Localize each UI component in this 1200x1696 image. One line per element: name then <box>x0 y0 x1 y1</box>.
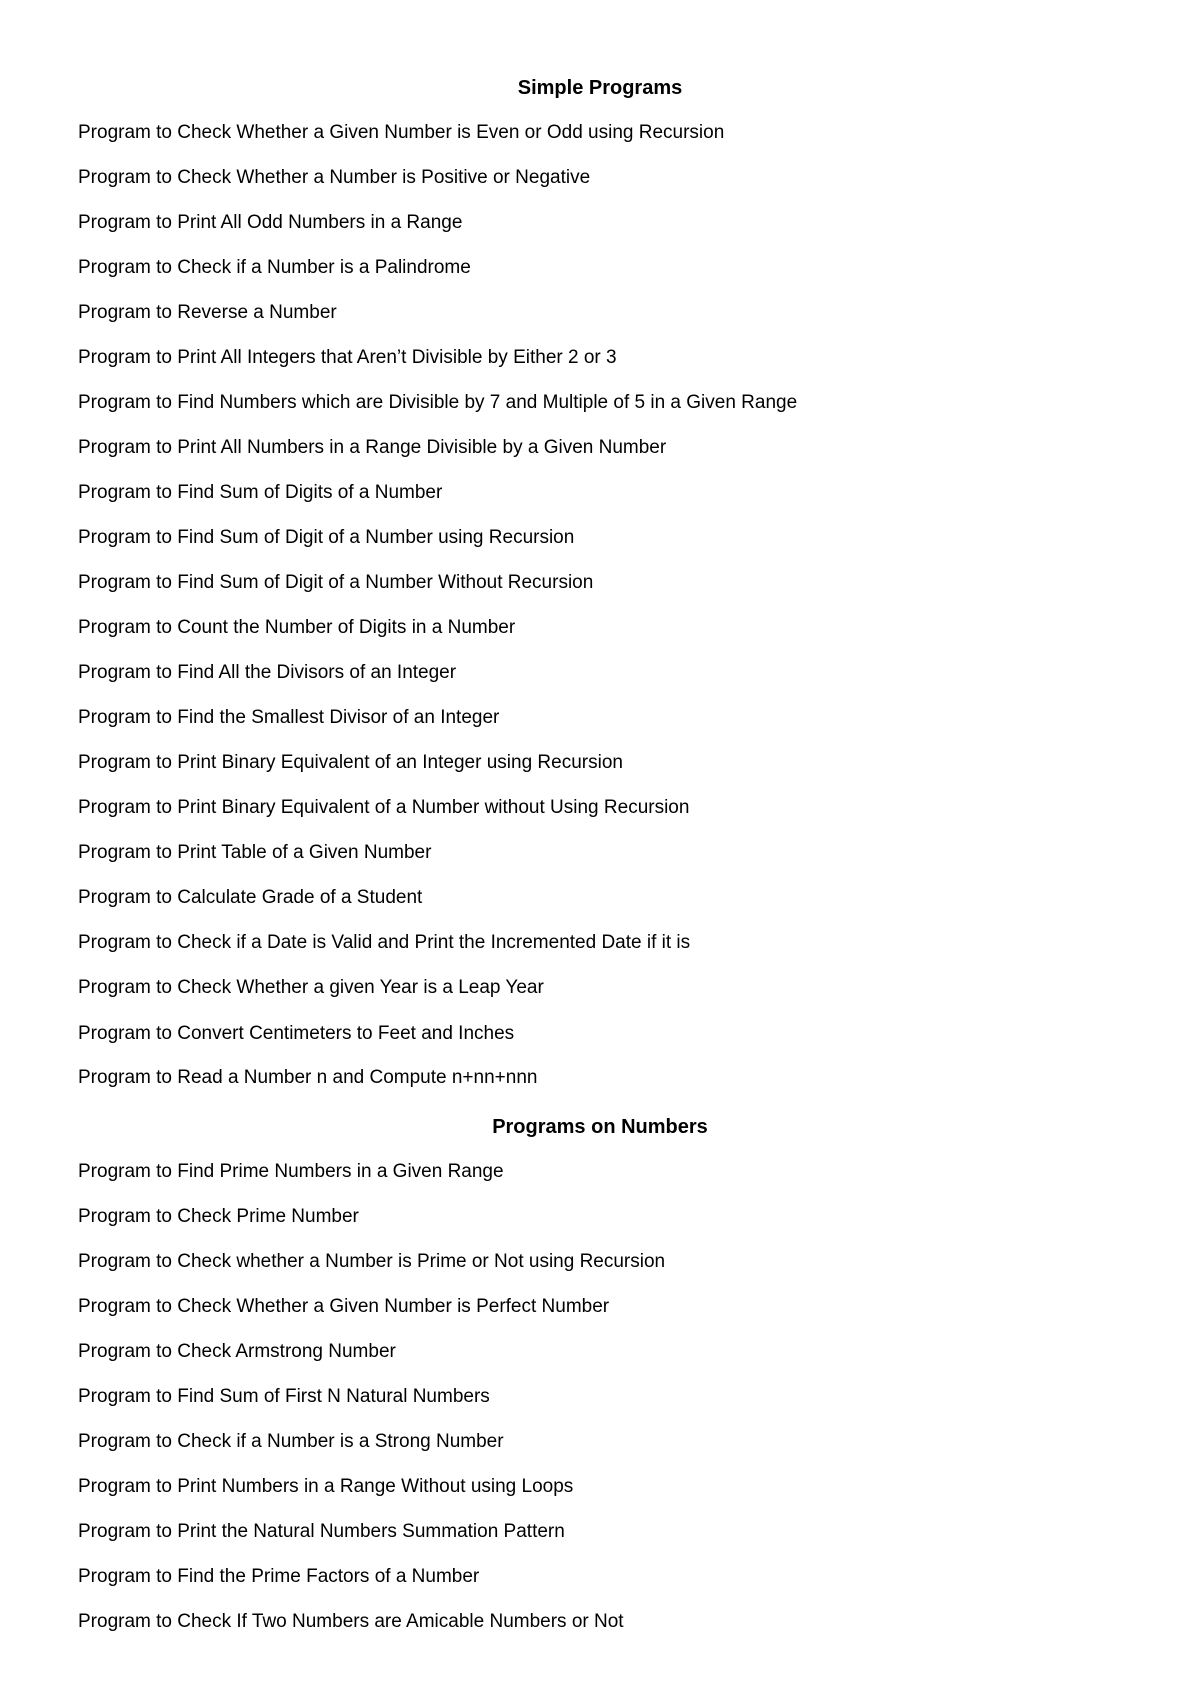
list-item: Program to Print Numbers in a Range Without using Loops <box>78 1476 574 1497</box>
list-item: Program to Print the Natural Numbers Summation Pattern <box>78 1521 565 1542</box>
list-item: Program to Check Whether a Given Number is Even or Odd using Recursion <box>78 122 725 143</box>
list-item: Program to Print All Numbers in a Range Divisible by a Given Number <box>78 437 667 458</box>
list-item: Program to Find the Prime Factors of a Number <box>78 1566 480 1587</box>
list-item: Program to Check Whether a Number is Positive or Negative <box>78 167 591 188</box>
list-item: Program to Check if a Number is a Strong Number <box>78 1431 504 1452</box>
list-item: Program to Find All the Divisors of an Integer <box>78 662 457 683</box>
list-item: Program to Print Binary Equivalent of a Number without Using Recursion <box>78 797 690 818</box>
section-heading-programs-on-numbers: Programs on Numbers <box>492 1116 708 1138</box>
list-item: Program to Count the Number of Digits in a Number <box>78 617 516 638</box>
list-item: Program to Reverse a Number <box>78 302 337 323</box>
list-item: Program to Check Whether a given Year is a Leap Year <box>78 977 544 998</box>
list-item: Program to Convert Centimeters to Feet and Inches <box>78 1023 515 1044</box>
list-item: Program to Print Binary Equivalent of an Integer using Recursion <box>78 752 623 773</box>
list-item: Program to Check if a Date is Valid and Print the Incremented Date if it is <box>78 932 691 953</box>
list-item: Program to Print Table of a Given Number <box>78 842 432 863</box>
list-item: Program to Find Sum of Digit of a Number using Recursion <box>78 527 575 548</box>
list-item: Program to Check Prime Number <box>78 1206 359 1227</box>
list-item: Program to Print All Integers that Aren’t Divisible by Either 2 or 3 <box>78 347 617 368</box>
section-heading-simple-programs: Simple Programs <box>517 77 683 99</box>
list-item: Program to Find Sum of First N Natural Numbers <box>78 1386 490 1407</box>
list-item: Program to Check if a Number is a Palindrome <box>78 257 471 278</box>
list-item: Program to Check Whether a Given Number is Perfect Number <box>78 1296 610 1317</box>
list-item: Program to Calculate Grade of a Student <box>78 887 423 908</box>
list-item: Program to Find Sum of Digits of a Number <box>78 482 443 503</box>
list-item: Program to Check whether a Number is Prime or Not using Recursion <box>78 1251 666 1272</box>
list-item: Program to Check If Two Numbers are Amicable Numbers or Not <box>78 1611 624 1632</box>
list-item: Program to Find Sum of Digit of a Number Without Recursion <box>78 572 594 593</box>
list-item: Program to Find the Smallest Divisor of an Integer <box>78 707 500 728</box>
list-item: Program to Read a Number n and Compute n+nn+nnn <box>78 1067 538 1088</box>
list-item: Program to Find Numbers which are Divisible by 7 and Multiple of 5 in a Given Range <box>78 392 798 413</box>
list-item: Program to Find Prime Numbers in a Given Range <box>78 1161 504 1182</box>
list-item: Program to Check Armstrong Number <box>78 1341 396 1362</box>
list-item: Program to Print All Odd Numbers in a Range <box>78 212 463 233</box>
